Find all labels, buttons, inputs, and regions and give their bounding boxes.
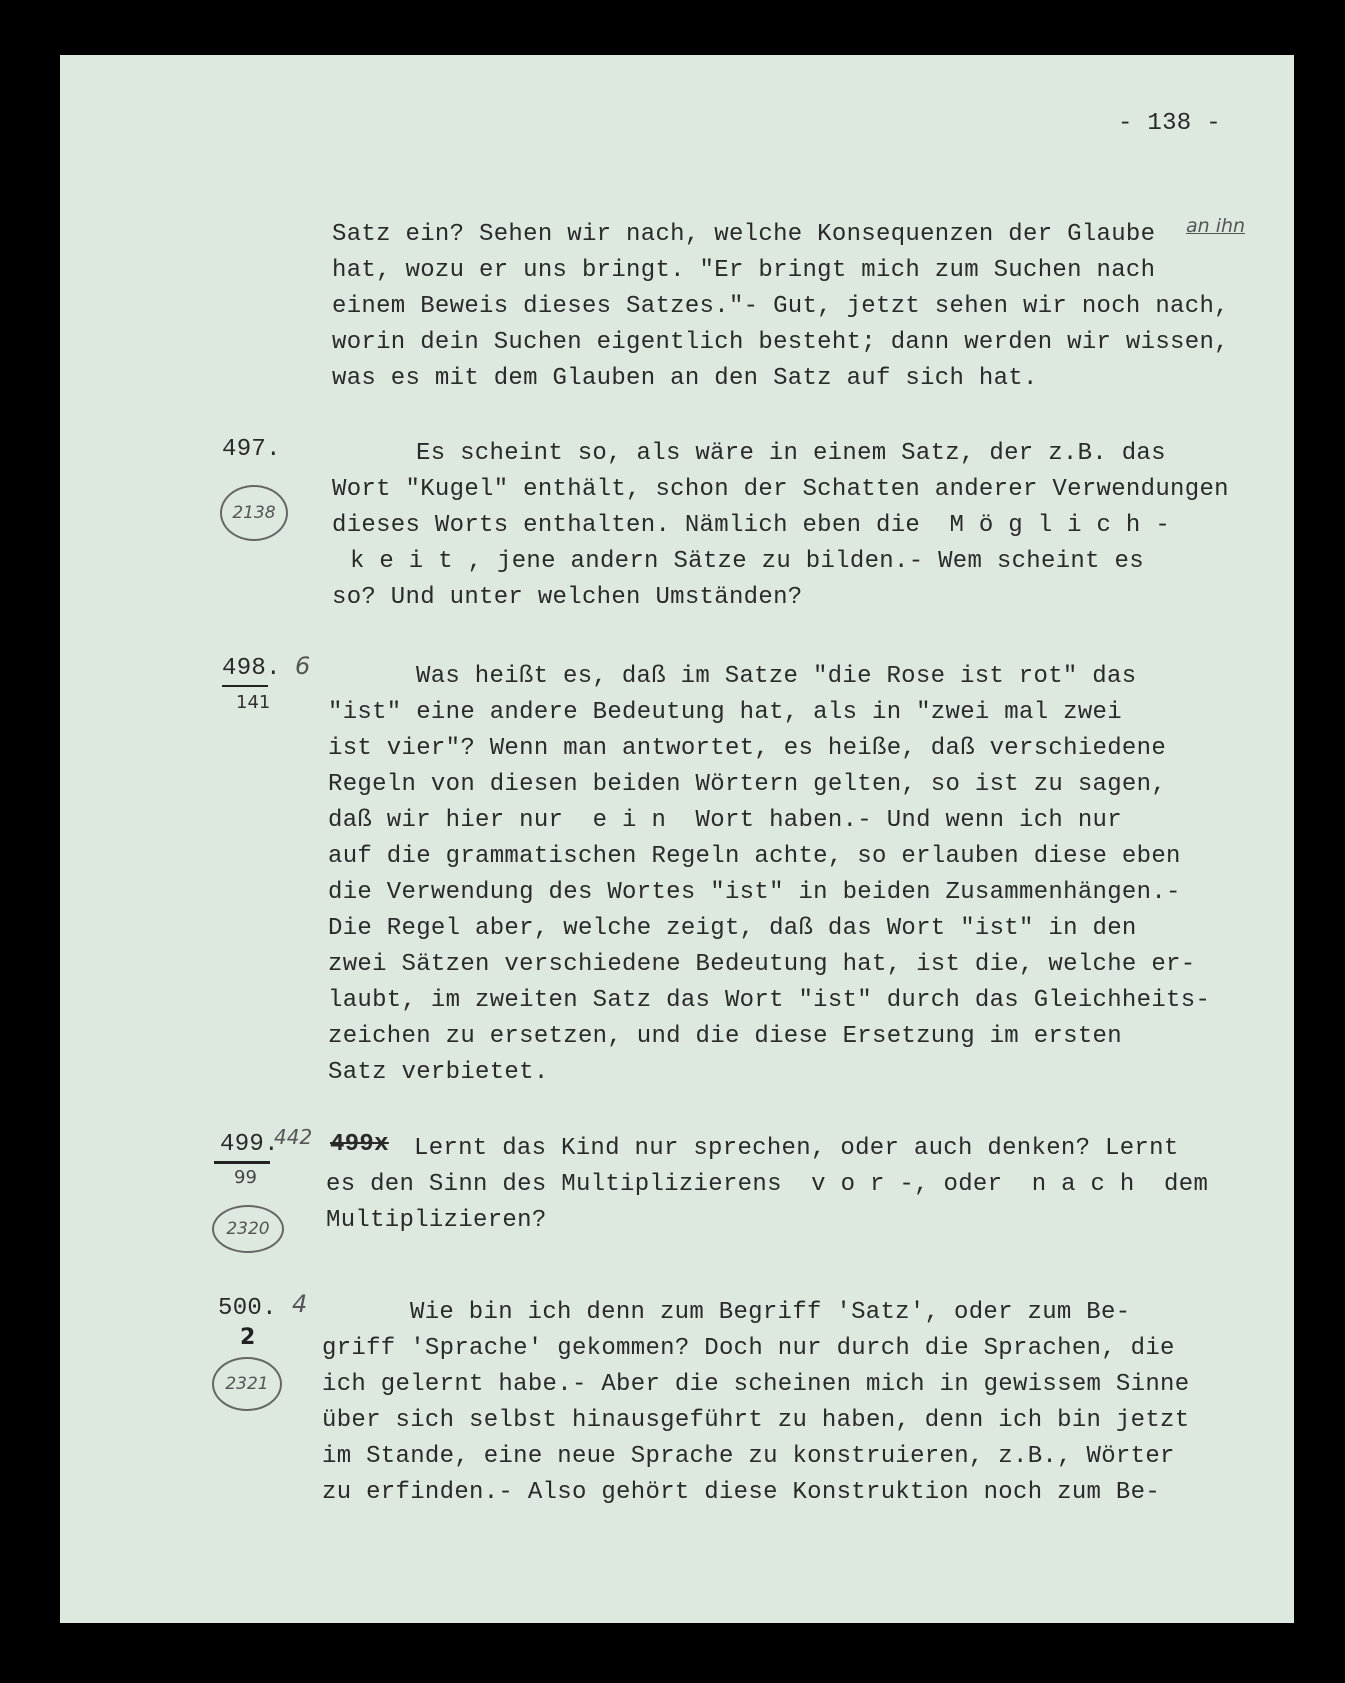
- handwritten-note: 141: [236, 692, 271, 713]
- text-line: k e i t , jene andern Sätze zu bilden.- Wem scheint es: [350, 548, 1144, 575]
- handwritten-number: 442: [274, 1125, 313, 1149]
- text-line: worin dein Suchen eigentlich besteht; dann werden wir wissen,: [332, 329, 1229, 356]
- text-line: laubt, im zweiten Satz das Wort "ist" durch das Gleichheits-: [328, 987, 1211, 1014]
- text-line: es den Sinn des Multiplizierens v o r -, oder n a c h dem: [326, 1171, 1209, 1198]
- number-underline: [214, 1161, 270, 1164]
- section-number: 497.: [222, 436, 281, 463]
- text-line: hat, wozu er uns bringt. "Er bringt mich zum Suchen nach: [332, 257, 1156, 284]
- text-line: Wie bin ich denn zum Begriff 'Satz', oder zum Be-: [410, 1299, 1131, 1326]
- text-line: Lernt das Kind nur sprechen, oder auch denken? Lernt: [414, 1135, 1179, 1162]
- text-line: Satz ein? Sehen wir nach, welche Konsequenzen der Glaube: [332, 221, 1156, 248]
- section-number: 498.: [222, 655, 281, 682]
- text-line: einem Beweis dieses Satzes."- Gut, jetzt sehen wir noch nach,: [332, 293, 1229, 320]
- text-line: Es scheint so, als wäre in einem Satz, der z.B. das: [416, 440, 1166, 467]
- text-line: griff 'Sprache' gekommen? Doch nur durch die Sprachen, die: [322, 1335, 1175, 1362]
- circled-reference: 2320: [212, 1205, 284, 1253]
- text-line: Multiplizieren?: [326, 1207, 547, 1234]
- circled-reference: 2138: [220, 485, 288, 541]
- text-line: was es mit dem Glauben an den Satz auf sich hat.: [332, 365, 1038, 392]
- text-line: Regeln von diesen beiden Wörtern gelten, so ist zu sagen,: [328, 771, 1167, 798]
- typescript-page: [60, 55, 1294, 1623]
- text-line: zu erfinden.- Also gehört diese Konstruktion noch zum Be-: [322, 1479, 1161, 1506]
- text-line: zwei Sätzen verschiedene Bedeutung hat, ist die, welche er-: [328, 951, 1196, 978]
- text-line: "ist" eine andere Bedeutung hat, als in "zwei mal zwei: [328, 699, 1122, 726]
- text-line: die Verwendung des Wortes "ist" in beiden Zusammenhängen.-: [328, 879, 1181, 906]
- struck-number: 499x: [330, 1131, 389, 1158]
- handwritten-insert: an ihn: [1186, 215, 1246, 237]
- text-line: daß wir hier nur e i n Wort haben.- Und wenn ich nur: [328, 807, 1122, 834]
- text-line: ist vier"? Wenn man antwortet, es heiße, daß verschiedene: [328, 735, 1167, 762]
- text-line: so? Und unter welchen Umständen?: [332, 584, 803, 611]
- handwritten-number: 6: [295, 652, 311, 680]
- text-line: Was heißt es, daß im Satze "die Rose ist rot" das: [416, 663, 1137, 690]
- text-line: im Stande, eine neue Sprache zu konstruieren, z.B., Wörter: [322, 1443, 1175, 1470]
- number-underline: [222, 685, 268, 687]
- text-line: dieses Worts enthalten. Nämlich eben die M ö g l i c h -: [332, 512, 1171, 539]
- text-line: Wort "Kugel" enthält, schon der Schatten anderer Verwendungen: [332, 476, 1229, 503]
- handwritten-number: 4: [292, 1290, 308, 1318]
- text-line: über sich selbst hinausgeführt zu haben, denn ich bin jetzt: [322, 1407, 1190, 1434]
- text-line: zeichen zu ersetzen, und die diese Ersetzung im ersten: [328, 1023, 1122, 1050]
- section-number: 500.: [218, 1295, 277, 1322]
- page-number: - 138 -: [1118, 110, 1221, 137]
- text-line: ich gelernt habe.- Aber die scheinen mich in gewissem Sinne: [322, 1371, 1190, 1398]
- text-line: Satz verbietet.: [328, 1059, 549, 1086]
- handwritten-note: 99: [234, 1167, 257, 1188]
- section-number: 499.: [220, 1131, 279, 1158]
- circled-reference: 2321: [212, 1357, 282, 1411]
- text-line: auf die grammatischen Regeln achte, so erlauben diese eben: [328, 843, 1181, 870]
- handwritten-note: 2: [240, 1325, 256, 1350]
- text-line: Die Regel aber, welche zeigt, daß das Wort "ist" in den: [328, 915, 1137, 942]
